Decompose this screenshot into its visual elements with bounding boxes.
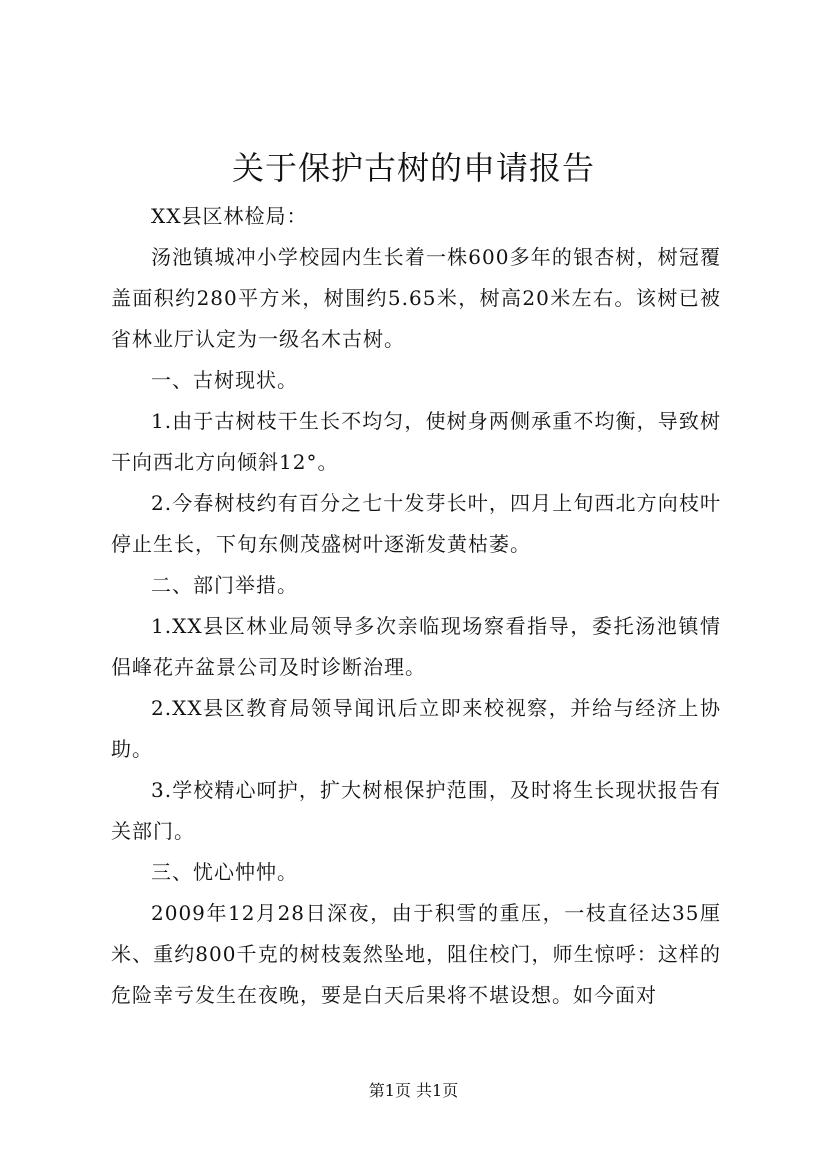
page-footer: 第1页 共1页 <box>368 1081 459 1100</box>
intro-paragraph: 汤池镇城冲小学校园内生长着一株600多年的银杏树，树冠覆盖面积约280平方米，树围约5.65米，树高20米左右。该树已被省林业厅认定为一级名木古树。 <box>111 245 721 351</box>
document-title: 关于保护古树的申请报告 <box>231 149 595 187</box>
section-heading-measures: 二、部门举措。 <box>151 573 298 597</box>
salutation: XX县区林检局： <box>151 204 308 228</box>
document-body <box>111 196 721 1016</box>
paragraph-measure-2: 2.XX县区教育局领导闻讯后立即来校视察，并给与经济上协助。 <box>111 696 721 761</box>
section-heading-concerns: 三、忧心忡忡。 <box>151 860 298 884</box>
paragraph-measure-3: 3.学校精心呵护，扩大树根保护范围，及时将生长现状报告有关部门。 <box>111 778 721 843</box>
paragraph-state-1: 1.由于古树枝干生长不均匀，使树身两侧承重不均衡，导致树干向西北方向倾斜12°。 <box>111 409 721 474</box>
section-heading-current-state: 一、古树现状。 <box>151 368 298 392</box>
paragraph-measure-1: 1.XX县区林业局领导多次亲临现场察看指导，委托汤池镇情侣峰花卉盆景公司及时诊断治理。 <box>111 614 721 679</box>
paragraph-state-2: 2.今春树枝约有百分之七十发芽长叶，四月上旬西北方向枝叶停止生长，下旬东侧茂盛树叶逐渐发黄枯萎。 <box>111 491 721 556</box>
paragraph-concern-1: 2009年12月28日深夜，由于积雪的重压，一枝直径达35厘米、重约800千克的树枝轰然坠地，阻住校门，师生惊呼：这样的危险幸亏发生在夜晚，要是白天后果将不堪设想。如今面对 <box>111 901 721 1007</box>
